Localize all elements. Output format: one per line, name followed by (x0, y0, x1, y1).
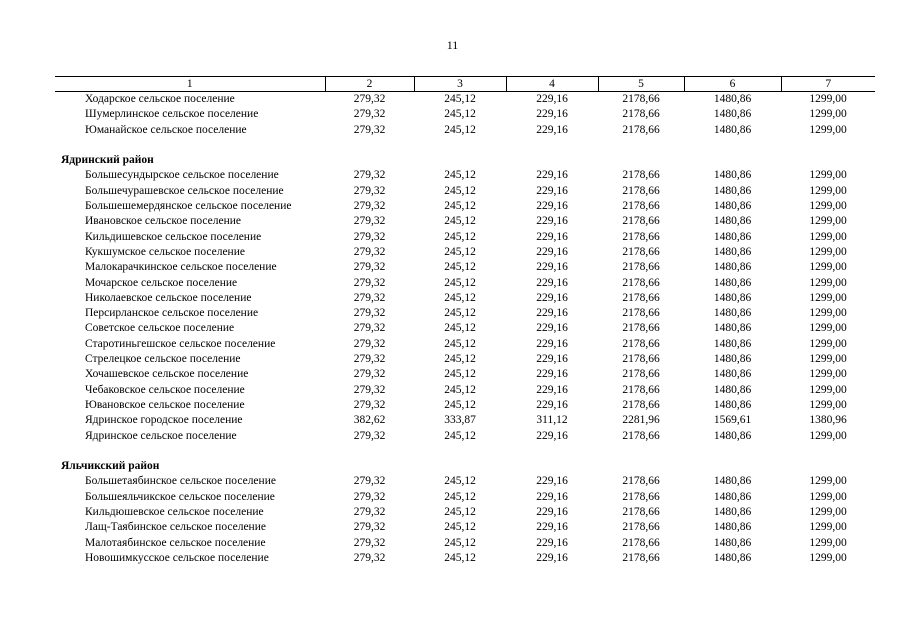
value-cell-col-5: 2178,66 (622, 184, 660, 197)
value-cell-col-7: 1299,00 (809, 429, 847, 442)
value-cell-col-6: 1480,86 (713, 230, 752, 243)
column-header-7: 7 (781, 77, 875, 92)
value-cell-col-7: 1299,00 (809, 337, 847, 350)
table-row (55, 551, 875, 566)
value-cell-col-3: 245,12 (444, 521, 476, 534)
value-cell-col-7: 1299,00 (809, 368, 847, 381)
value-cell-col-5: 2178,66 (622, 93, 660, 105)
value-cell-col-3: 245,12 (444, 398, 476, 411)
table-row (55, 306, 875, 321)
value-cell-col-2: 279,32 (353, 215, 386, 228)
table-row (55, 276, 875, 291)
value-cell-col-3: 245,12 (444, 536, 476, 549)
value-cell-col-6: 1480,86 (713, 521, 752, 534)
value-cell-col-5: 2178,66 (622, 108, 660, 121)
value-cell-col-4: 229,16 (536, 429, 568, 442)
table-row (55, 184, 875, 199)
value-cell-col-3: 245,12 (444, 245, 476, 258)
table-row (55, 245, 875, 260)
value-cell-col-2: 279,32 (353, 521, 386, 534)
settlement-name: Лащ-Таябинское сельское поселение (85, 521, 266, 534)
value-cell-col-6: 1480,86 (713, 108, 752, 121)
value-cell-col-2: 279,32 (353, 506, 386, 519)
value-cell-col-4: 229,16 (536, 353, 568, 366)
value-cell-col-5: 2178,66 (622, 368, 660, 381)
value-cell-col-6: 1480,86 (713, 353, 752, 366)
value-cell-col-6: 1480,86 (713, 200, 752, 213)
value-cell-col-7: 1380,96 (809, 414, 847, 427)
value-cell-col-7: 1299,00 (809, 123, 847, 136)
value-cell-col-5: 2178,66 (622, 307, 660, 320)
value-cell-col-6: 1480,86 (713, 383, 752, 396)
value-cell-col-7: 1299,00 (809, 475, 847, 488)
settlement-name: Кильдюшевское сельское поселение (85, 506, 264, 519)
value-cell-col-7: 1299,00 (809, 108, 847, 121)
value-cell-col-3: 245,12 (444, 322, 476, 335)
value-cell-col-4: 229,16 (536, 521, 568, 534)
settlement-name: Советское сельское поселение (85, 322, 235, 335)
value-cell-col-2: 279,32 (353, 536, 386, 549)
settlement-name: Большеяльчикское сельское поселение (85, 490, 275, 503)
column-header-4: 4 (506, 77, 598, 92)
value-cell-col-6: 1480,86 (713, 551, 752, 564)
value-cell-col-4: 229,16 (536, 506, 568, 519)
table-row (55, 92, 875, 108)
table-row (55, 383, 875, 398)
value-cell-col-4: 229,16 (536, 215, 568, 228)
value-cell-col-5: 2178,66 (622, 169, 660, 182)
value-cell-col-6: 1480,86 (713, 93, 752, 105)
value-cell-col-4: 229,16 (536, 169, 568, 182)
value-cell-col-2: 279,32 (353, 261, 386, 274)
table-row (55, 321, 875, 336)
value-cell-col-6: 1480,86 (713, 276, 752, 289)
value-cell-col-2: 279,32 (353, 230, 386, 243)
column-header-1: 1 (55, 77, 325, 92)
value-cell-col-5: 2178,66 (622, 429, 660, 442)
value-cell-col-6: 1569,61 (713, 414, 752, 427)
value-cell-col-2: 279,32 (353, 108, 386, 121)
value-cell-col-2: 279,32 (353, 276, 386, 289)
value-cell-col-6: 1480,86 (713, 536, 752, 549)
value-cell-col-4: 229,16 (536, 291, 568, 304)
value-cell-col-3: 245,12 (444, 475, 476, 488)
table-row (55, 352, 875, 367)
value-cell-col-2: 279,32 (353, 551, 386, 564)
value-cell-col-3: 245,12 (444, 551, 476, 564)
value-cell-col-6: 1480,86 (713, 261, 752, 274)
value-cell-col-2: 279,32 (353, 490, 386, 503)
column-header-3: 3 (414, 77, 506, 92)
value-cell-col-2: 279,32 (353, 307, 386, 320)
settlement-name: Ювановское сельское поселение (85, 398, 245, 411)
value-cell-col-5: 2178,66 (622, 398, 660, 411)
value-cell-col-6: 1480,86 (713, 322, 752, 335)
value-cell-col-4: 229,16 (536, 368, 568, 381)
table-row (55, 505, 875, 520)
district-heading-row (55, 153, 875, 168)
value-cell-col-7: 1299,00 (809, 215, 847, 228)
table-row (55, 199, 875, 214)
settlement-name: Шумерлинское сельское поселение (85, 108, 259, 121)
value-cell-col-6: 1480,86 (713, 475, 752, 488)
value-cell-col-3: 245,12 (444, 337, 476, 350)
value-cell-col-3: 245,12 (444, 230, 476, 243)
value-cell-col-5: 2178,66 (622, 506, 660, 519)
value-cell-col-7: 1299,00 (809, 184, 847, 197)
value-cell-col-3: 245,12 (444, 353, 476, 366)
settlement-name: Ядринское сельское поселение (85, 429, 237, 442)
value-cell-col-5: 2178,66 (622, 353, 660, 366)
value-cell-col-5: 2178,66 (622, 551, 660, 564)
value-cell-col-2: 279,32 (353, 353, 386, 366)
settlement-name: Малотаябинское сельское поселение (85, 536, 266, 549)
settlement-name: Большешемердянское сельское поселение (85, 200, 292, 213)
value-cell-col-2: 279,32 (353, 291, 386, 304)
value-cell-col-7: 1299,00 (809, 169, 847, 182)
value-cell-col-2: 279,32 (353, 93, 386, 105)
value-cell-col-4: 229,16 (536, 184, 568, 197)
value-cell-col-7: 1299,00 (809, 307, 847, 320)
settlement-name: Чебаковское сельское поселение (85, 383, 245, 396)
value-cell-col-3: 245,12 (444, 490, 476, 503)
value-cell-col-4: 229,16 (536, 307, 568, 320)
value-cell-col-2: 279,32 (353, 475, 386, 488)
value-cell-col-7: 1299,00 (809, 93, 847, 105)
value-cell-col-7: 1299,00 (809, 353, 847, 366)
table-row (55, 168, 875, 183)
value-cell-col-4: 229,16 (536, 261, 568, 274)
settlement-name: Николаевское сельское поселение (85, 291, 252, 304)
settlement-name: Стрелецкое сельское поселение (85, 353, 241, 366)
value-cell-col-5: 2178,66 (622, 215, 660, 228)
table-row (55, 337, 875, 352)
value-cell-col-3: 245,12 (444, 429, 476, 442)
value-cell-col-7: 1299,00 (809, 230, 847, 243)
value-cell-col-5: 2178,66 (622, 337, 660, 350)
settlement-name: Персирланское сельское поселение (85, 307, 259, 320)
settlement-name: Ивановское сельское поселение (85, 215, 242, 228)
value-cell-col-4: 229,16 (536, 490, 568, 503)
value-cell-col-7: 1299,00 (809, 398, 847, 411)
table-row (55, 123, 875, 138)
value-cell-col-6: 1480,86 (713, 398, 752, 411)
table-row (55, 107, 875, 122)
value-cell-col-2: 279,32 (353, 337, 386, 350)
table-row (55, 520, 875, 535)
value-cell-col-6: 1480,86 (713, 245, 752, 258)
table-row (55, 214, 875, 229)
value-cell-col-4: 229,16 (536, 245, 568, 258)
value-cell-col-4: 229,16 (536, 322, 568, 335)
value-cell-col-5: 2178,66 (622, 123, 660, 136)
value-cell-col-3: 245,12 (444, 368, 476, 381)
value-cell-col-4: 311,12 (536, 414, 568, 427)
value-cell-col-6: 1480,86 (713, 337, 752, 350)
table-header (55, 77, 875, 92)
value-cell-col-5: 2281,96 (622, 414, 660, 427)
value-cell-col-5: 2178,66 (622, 536, 660, 549)
value-cell-col-7: 1299,00 (809, 490, 847, 503)
value-cell-col-7: 1299,00 (809, 276, 847, 289)
district-heading: Яльчикский район (61, 460, 160, 473)
value-cell-col-6: 1480,86 (713, 291, 752, 304)
value-cell-col-6: 1480,86 (713, 490, 752, 503)
settlement-name: Большесундырское сельское поселение (85, 169, 279, 182)
table-row (55, 367, 875, 382)
table-row (55, 230, 875, 245)
value-cell-col-4: 229,16 (536, 93, 568, 105)
value-cell-col-3: 245,12 (444, 506, 476, 519)
table-row (55, 474, 875, 489)
settlement-name: Новошимкусское сельское поселение (85, 551, 269, 564)
value-cell-col-3: 245,12 (444, 261, 476, 274)
value-cell-col-4: 229,16 (536, 108, 568, 121)
value-cell-col-2: 279,32 (353, 383, 386, 396)
value-cell-col-2: 279,32 (353, 322, 386, 335)
value-cell-col-3: 245,12 (444, 307, 476, 320)
value-cell-col-3: 245,12 (444, 184, 476, 197)
value-cell-col-4: 229,16 (536, 551, 568, 564)
value-cell-col-5: 2178,66 (622, 521, 660, 534)
value-cell-col-3: 245,12 (444, 383, 476, 396)
value-cell-col-3: 245,12 (444, 215, 476, 228)
value-cell-col-5: 2178,66 (622, 383, 660, 396)
value-cell-col-6: 1480,86 (713, 169, 752, 182)
settlement-name: Юманайское сельское поселение (85, 123, 247, 136)
table-row (55, 429, 875, 444)
value-cell-col-4: 229,16 (536, 383, 568, 396)
value-cell-col-2: 279,32 (353, 368, 386, 381)
value-cell-col-5: 2178,66 (622, 200, 660, 213)
value-cell-col-3: 245,12 (444, 108, 476, 121)
header-row (55, 77, 875, 92)
value-cell-col-7: 1299,00 (809, 245, 847, 258)
settlement-name: Большетаябинское сельское поселение (85, 475, 276, 488)
value-cell-col-2: 279,32 (353, 123, 386, 136)
value-cell-col-2: 279,32 (353, 398, 386, 411)
settlement-name: Кильдишевское сельское поселение (85, 230, 262, 243)
table-row (55, 260, 875, 275)
value-cell-col-3: 245,12 (444, 123, 476, 136)
value-cell-col-2: 279,32 (353, 429, 386, 442)
value-cell-col-4: 229,16 (536, 276, 568, 289)
table-row (55, 413, 875, 428)
value-cell-col-5: 2178,66 (622, 261, 660, 274)
district-heading-row (55, 459, 875, 474)
value-cell-col-2: 279,32 (353, 169, 386, 182)
value-cell-col-6: 1480,86 (713, 215, 752, 228)
value-cell-col-6: 1480,86 (713, 429, 752, 442)
column-header-2: 2 (325, 77, 414, 92)
value-cell-col-6: 1480,86 (713, 307, 752, 320)
value-cell-col-5: 2178,66 (622, 230, 660, 243)
spacer-cell (55, 444, 875, 459)
table-row (55, 490, 875, 505)
value-cell-col-6: 1480,86 (713, 368, 752, 381)
tariff-table (55, 76, 875, 566)
value-cell-col-5: 2178,66 (622, 245, 660, 258)
column-header-6: 6 (684, 77, 781, 92)
value-cell-col-4: 229,16 (536, 200, 568, 213)
value-cell-col-4: 229,16 (536, 123, 568, 136)
spacer-row (55, 444, 875, 459)
value-cell-col-7: 1299,00 (809, 536, 847, 549)
value-cell-col-2: 279,32 (353, 200, 386, 213)
column-header-5: 5 (598, 77, 684, 92)
value-cell-col-2: 279,32 (353, 245, 386, 258)
settlement-name: Мочарское сельское поселение (85, 276, 238, 289)
value-cell-col-5: 2178,66 (622, 322, 660, 335)
value-cell-col-7: 1299,00 (809, 521, 847, 534)
table-body (55, 92, 875, 567)
value-cell-col-3: 333,87 (444, 414, 476, 427)
value-cell-col-3: 245,12 (444, 169, 476, 182)
value-cell-col-4: 229,16 (536, 475, 568, 488)
value-cell-col-3: 245,12 (444, 93, 476, 105)
value-cell-col-7: 1299,00 (809, 322, 847, 335)
district-heading: Ядринский район (61, 154, 154, 167)
settlement-name: Хочашевское сельское поселение (85, 368, 249, 381)
settlement-name: Кукшумское сельское поселение (85, 245, 245, 258)
spacer-cell (55, 138, 875, 153)
value-cell-col-7: 1299,00 (809, 506, 847, 519)
value-cell-col-7: 1299,00 (809, 383, 847, 396)
value-cell-col-7: 1299,00 (809, 200, 847, 213)
value-cell-col-5: 2178,66 (622, 490, 660, 503)
settlement-name: Малокарачкинское сельское поселение (85, 261, 277, 274)
table-row (55, 291, 875, 306)
value-cell-col-3: 245,12 (444, 276, 476, 289)
value-cell-col-5: 2178,66 (622, 475, 660, 488)
value-cell-col-7: 1299,00 (809, 291, 847, 304)
value-cell-col-7: 1299,00 (809, 261, 847, 274)
value-cell-col-2: 279,32 (353, 184, 386, 197)
table-row (55, 536, 875, 551)
value-cell-col-4: 229,16 (536, 337, 568, 350)
settlement-name: Большечурашевское сельское поселение (85, 184, 284, 197)
value-cell-col-4: 229,16 (536, 536, 568, 549)
value-cell-col-7: 1299,00 (809, 551, 847, 564)
value-cell-col-6: 1480,86 (713, 184, 752, 197)
value-cell-col-6: 1480,86 (713, 123, 752, 136)
settlement-name: Ходарское сельское поселение (85, 93, 235, 105)
value-cell-col-5: 2178,66 (622, 291, 660, 304)
value-cell-col-3: 245,12 (444, 291, 476, 304)
settlement-name: Старотиньгешское сельское поселение (85, 337, 276, 350)
table-row (55, 398, 875, 413)
value-cell-col-6: 1480,86 (713, 506, 752, 519)
value-cell-col-4: 229,16 (536, 398, 568, 411)
value-cell-col-4: 229,16 (536, 230, 568, 243)
value-cell-col-2: 382,62 (353, 414, 386, 427)
spacer-row (55, 138, 875, 153)
value-cell-col-5: 2178,66 (622, 276, 660, 289)
settlement-name: Ядринское городское поселение (85, 414, 243, 427)
page-number: 11 (446, 38, 459, 52)
value-cell-col-3: 245,12 (444, 200, 476, 213)
